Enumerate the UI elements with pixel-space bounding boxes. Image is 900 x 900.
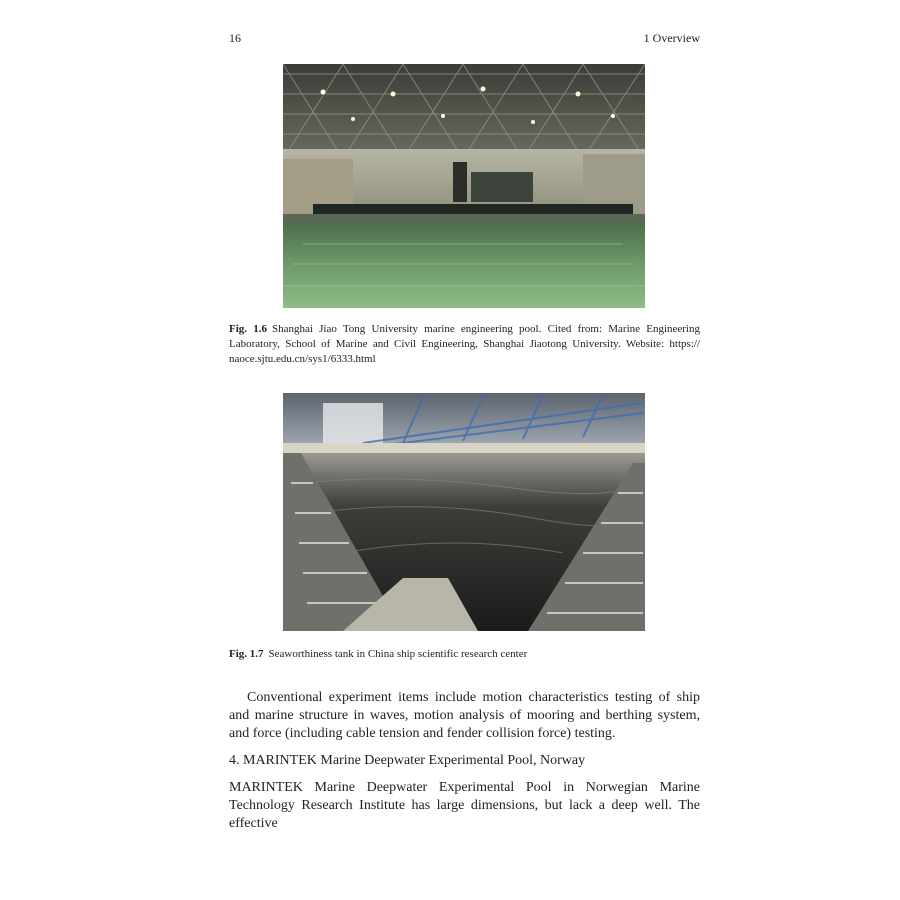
- figure-1-7-label: Fig. 1.7: [229, 648, 264, 660]
- body-paragraph-1: Conventional experiment items include motion characteristics testing of ship and marine structure in waves, motion analysis of mooring and berthing system, and force (including cable tension and fender collision force) testing.: [229, 690, 700, 741]
- figure-1-7-photo: [283, 393, 645, 631]
- figure-1-7-caption-text: Seaworthiness tank in China ship scientific research center: [268, 648, 528, 660]
- page-number: 16: [229, 31, 241, 45]
- running-title: 1 Overview: [643, 31, 700, 45]
- body-paragraph-2: MARINTEK Marine Deepwater Experimental Pool in Norwegian Marine Technology Research Institute has large dimensions, but lack a deep well. The effective: [229, 780, 700, 831]
- section-heading-4: 4. MARINTEK Marine Deepwater Experimental Pool, Norway: [229, 753, 586, 768]
- figure-1-6-caption-text: Shanghai Jiao Tong University marine engineering pool. Cited from: Marine Engineering Laboratory, School of Marine and Civil Engineering, Shanghai Jiaotong University. Website: https:// naoce.sjtu.edu.cn/sys1/6333.html: [229, 323, 700, 365]
- figure-1-6-caption: [229, 322, 700, 367]
- figure-1-7-caption: [229, 647, 700, 662]
- figure-1-6-photo: [283, 64, 645, 308]
- figure-1-6-label: Fig. 1.6: [229, 323, 267, 335]
